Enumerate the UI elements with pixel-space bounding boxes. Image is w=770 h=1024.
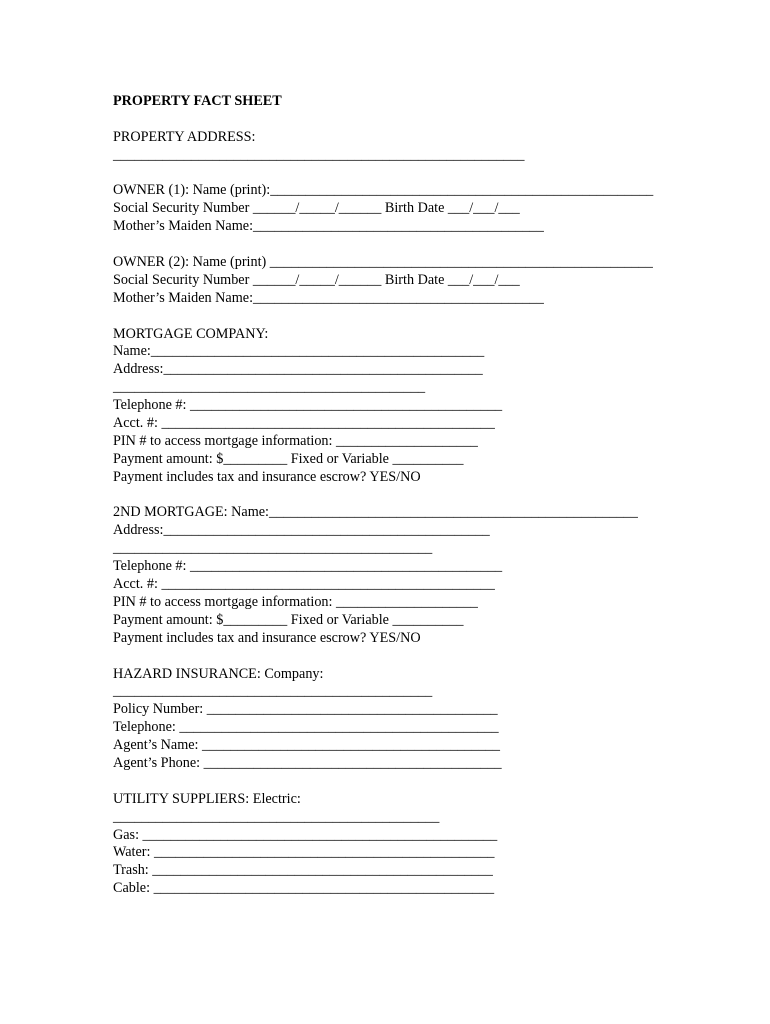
property-address-field[interactable]: __________________________________________________________ <box>113 146 525 163</box>
property-address-heading: PROPERTY ADDRESS: <box>113 128 256 145</box>
mortgage2-payment-field[interactable]: Payment amount: $_________ Fixed or Variable __________ <box>113 611 464 628</box>
property-fact-sheet <box>113 93 713 898</box>
hazard-policy-number-field[interactable]: Policy Number: _________________________________________ <box>113 701 498 718</box>
mortgage2-escrow-question[interactable]: Payment includes tax and insurance escrow? YES/NO <box>113 629 421 646</box>
utility-trash-field[interactable]: Trash: ________________________________________________ <box>113 862 493 879</box>
mortgage2-pin-field[interactable]: PIN # to access mortgage information: ____________________ <box>113 593 478 610</box>
owner2-maiden-name-field[interactable]: Mother’s Maiden Name:_________________________________________ <box>113 289 544 306</box>
spacer <box>113 773 713 791</box>
mortgage-address-line2-field[interactable]: ____________________________________________ <box>113 379 426 396</box>
mortgage-escrow-question[interactable]: Payment includes tax and insurance escrow? YES/NO <box>113 468 421 485</box>
hazard-insurance-heading: HAZARD INSURANCE: Company: <box>113 665 324 682</box>
mortgage-payment-field[interactable]: Payment amount: $_________ Fixed or Variable __________ <box>113 450 464 467</box>
hazard-agent-name-field[interactable]: Agent’s Name: __________________________________________ <box>113 737 500 754</box>
spacer <box>113 308 713 326</box>
hazard-company-field[interactable]: _____________________________________________ <box>113 683 433 700</box>
spacer <box>113 111 713 129</box>
owner1-maiden-name-field[interactable]: Mother’s Maiden Name:_________________________________________ <box>113 218 544 235</box>
mortgage2-address-line2-field[interactable]: _____________________________________________ <box>113 540 433 557</box>
utility-gas-field[interactable]: Gas: __________________________________________________ <box>113 826 498 843</box>
hazard-agent-phone-field[interactable]: Agent’s Phone: __________________________________________ <box>113 754 502 771</box>
owner1-name-field[interactable]: OWNER (1): Name (print):______________________________________________________ <box>113 182 654 199</box>
spacer <box>113 648 713 666</box>
owner1-ssn-birth-field[interactable]: Social Security Number ______/_____/______ Birth Date ___/___/___ <box>113 200 520 217</box>
mortgage-pin-field[interactable]: PIN # to access mortgage information: ____________________ <box>113 432 478 449</box>
spacer <box>113 487 713 505</box>
utility-water-field[interactable]: Water: ________________________________________________ <box>113 844 495 861</box>
spacer <box>113 236 713 254</box>
mortgage-address-field[interactable]: Address:_____________________________________________ <box>113 361 483 378</box>
mortgage-telephone-field[interactable]: Telephone #: ____________________________________________ <box>113 397 503 414</box>
utility-electric-field[interactable]: ______________________________________________ <box>113 808 440 825</box>
utility-suppliers-heading: UTILITY SUPPLIERS: Electric: <box>113 790 301 807</box>
mortgage2-name-field[interactable]: 2ND MORTGAGE: Name:____________________________________________________ <box>113 504 638 521</box>
mortgage-heading: MORTGAGE COMPANY: <box>113 325 269 342</box>
mortgage-acct-field[interactable]: Acct. #: _______________________________________________ <box>113 415 495 432</box>
mortgage2-acct-field[interactable]: Acct. #: _______________________________________________ <box>113 576 495 593</box>
mortgage-name-field[interactable]: Name:_______________________________________________ <box>113 343 485 360</box>
utility-cable-field[interactable]: Cable: ________________________________________________ <box>113 880 495 897</box>
mortgage2-address-field[interactable]: Address:______________________________________________ <box>113 522 490 539</box>
mortgage2-telephone-field[interactable]: Telephone #: ____________________________________________ <box>113 558 503 575</box>
spacer <box>113 165 713 183</box>
hazard-telephone-field[interactable]: Telephone: _____________________________________________ <box>113 719 499 736</box>
owner2-name-field[interactable]: OWNER (2): Name (print) ______________________________________________________ <box>113 254 653 271</box>
page-title: PROPERTY FACT SHEET <box>113 93 282 109</box>
owner2-ssn-birth-field[interactable]: Social Security Number ______/_____/______ Birth Date ___/___/___ <box>113 271 520 288</box>
